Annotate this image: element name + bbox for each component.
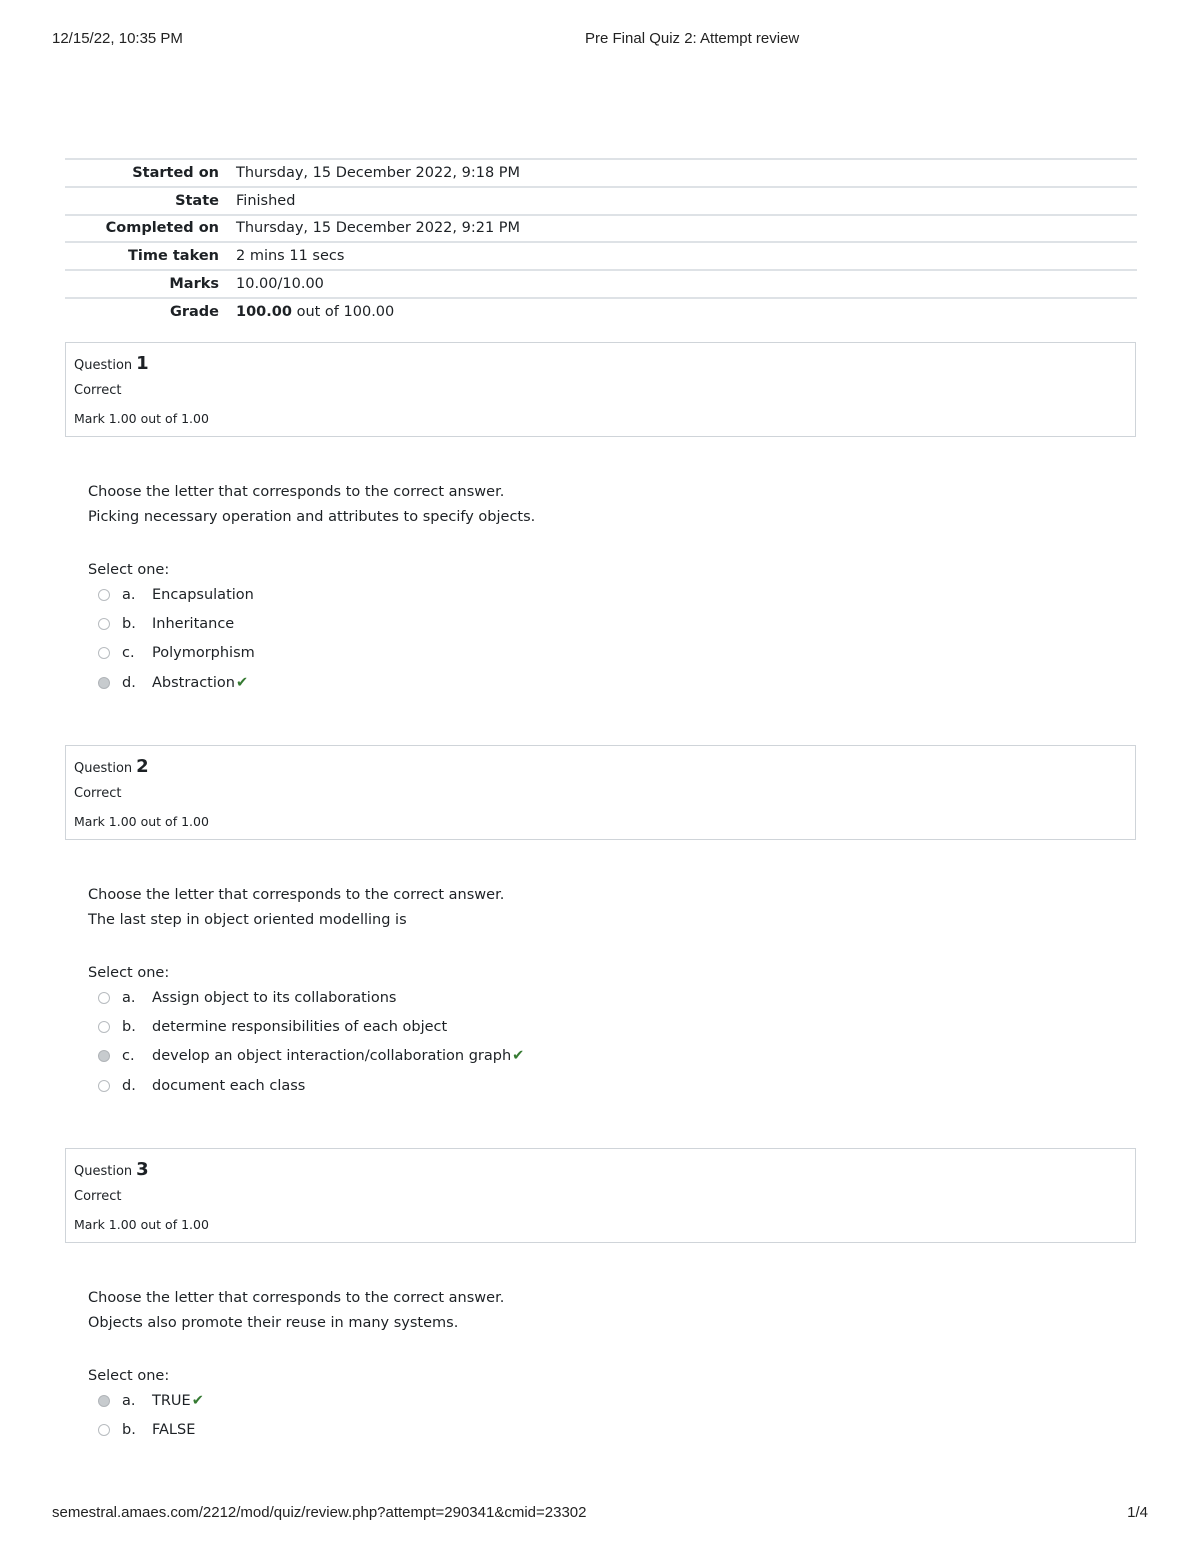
summary-value: Thursday, 15 December 2022, 9:18 PM <box>236 159 1137 187</box>
question-number-value: 2 <box>136 756 149 777</box>
summary-value: 10.00/10.00 <box>236 270 1137 298</box>
correct-check-icon: ✔ <box>512 1048 525 1065</box>
option-letter: a. <box>122 1392 136 1409</box>
option-letter: d. <box>122 1077 136 1094</box>
option-text: Polymorphism <box>152 645 255 662</box>
question-1-info <box>65 342 1136 437</box>
summary-value <box>236 298 1137 326</box>
option-letter: d. <box>122 674 136 691</box>
question-number <box>74 353 149 374</box>
grade-out-of: out of 100.00 <box>291 304 395 321</box>
radio-button-selected[interactable] <box>98 1050 110 1062</box>
option-letter: c. <box>122 645 135 662</box>
answer-option-d[interactable] <box>96 668 255 697</box>
question-prompt-text: Picking necessary operation and attributes to specify objects. <box>88 509 536 525</box>
question-prompt-text: Objects also promote their reuse in many systems. <box>88 1315 459 1331</box>
print-page-number: 1/4 <box>1127 1504 1148 1521</box>
answer-option-b[interactable] <box>96 1012 524 1041</box>
answer-option-a[interactable] <box>96 580 255 609</box>
summary-row <box>65 298 1137 326</box>
select-one-label: Select one: <box>88 965 170 981</box>
option-text: determine responsibilities of each object <box>152 1018 448 1035</box>
summary-row <box>65 159 1137 187</box>
question-2-answers <box>96 983 524 1100</box>
question-instruction: Choose the letter that corresponds to the correct answer. <box>88 484 505 500</box>
option-letter: b. <box>122 1421 136 1438</box>
option-text: TRUE <box>152 1392 191 1409</box>
radio-button-selected[interactable] <box>98 677 110 689</box>
answer-option-b[interactable] <box>96 609 255 638</box>
answer-option-c[interactable] <box>96 639 255 668</box>
summary-value: 2 mins 11 secs <box>236 242 1137 270</box>
select-one-label: Select one: <box>88 562 170 578</box>
option-letter: b. <box>122 615 136 632</box>
question-label: Question <box>74 1164 133 1179</box>
radio-button[interactable] <box>98 992 110 1004</box>
answer-option-a[interactable] <box>96 1386 204 1415</box>
summary-label: Completed on <box>65 215 236 243</box>
print-footer <box>52 1504 1148 1524</box>
question-number <box>74 756 149 777</box>
question-number-value: 3 <box>136 1159 149 1180</box>
correct-check-icon: ✔ <box>235 674 249 691</box>
option-text: Encapsulation <box>152 586 254 603</box>
radio-button-selected[interactable] <box>98 1395 110 1407</box>
answer-option-c[interactable] <box>96 1042 524 1071</box>
question-instruction: Choose the letter that corresponds to the correct answer. <box>88 1290 505 1306</box>
question-grade: Mark 1.00 out of 1.00 <box>74 411 209 426</box>
question-label: Question <box>74 358 133 373</box>
print-page-title: Pre Final Quiz 2: Attempt review <box>585 30 800 47</box>
attempt-summary-table <box>65 158 1137 326</box>
answer-option-b[interactable] <box>96 1415 204 1444</box>
summary-row <box>65 215 1137 243</box>
question-state: Correct <box>74 383 122 398</box>
summary-row <box>65 270 1137 298</box>
question-1-answers <box>96 580 255 697</box>
radio-button[interactable] <box>98 1424 110 1436</box>
radio-button[interactable] <box>98 618 110 630</box>
print-url: semestral.amaes.com/2212/mod/quiz/review.php?attempt=290341&cmid=23302 <box>52 1504 587 1521</box>
grade-score: 100.00 <box>236 304 292 321</box>
answer-option-a[interactable] <box>96 983 524 1012</box>
question-2-info <box>65 745 1136 840</box>
question-label: Question <box>74 761 133 776</box>
radio-button[interactable] <box>98 1021 110 1033</box>
radio-button[interactable] <box>98 1080 110 1092</box>
summary-label: Marks <box>65 270 236 298</box>
option-text: document each class <box>152 1077 306 1094</box>
question-2-text <box>88 883 988 986</box>
question-state: Correct <box>74 786 122 801</box>
option-letter: a. <box>122 989 136 1006</box>
radio-button[interactable] <box>98 647 110 659</box>
option-letter: a. <box>122 586 136 603</box>
summary-row <box>65 187 1137 215</box>
summary-label: Started on <box>65 159 236 187</box>
summary-label: Grade <box>65 298 236 326</box>
question-grade: Mark 1.00 out of 1.00 <box>74 814 209 829</box>
correct-check-icon: ✔ <box>191 1392 204 1409</box>
question-prompt-text: The last step in object oriented modelling is <box>88 912 407 928</box>
print-header <box>52 30 1148 50</box>
question-grade: Mark 1.00 out of 1.00 <box>74 1217 209 1232</box>
option-text: develop an object interaction/collaboration graph <box>152 1048 512 1065</box>
print-datetime: 12/15/22, 10:35 PM <box>52 30 183 47</box>
answer-option-d[interactable] <box>96 1071 524 1100</box>
question-3-text <box>88 1286 988 1389</box>
summary-row <box>65 242 1137 270</box>
question-instruction: Choose the letter that corresponds to the correct answer. <box>88 887 505 903</box>
question-number <box>74 1159 149 1180</box>
question-state: Correct <box>74 1189 122 1204</box>
question-3-info <box>65 1148 1136 1243</box>
option-text: Inheritance <box>152 615 235 632</box>
question-number-value: 1 <box>136 353 149 374</box>
select-one-label: Select one: <box>88 1368 170 1384</box>
option-text: FALSE <box>152 1421 196 1438</box>
option-letter: b. <box>122 1018 136 1035</box>
option-text: Assign object to its collaborations <box>152 989 397 1006</box>
radio-button[interactable] <box>98 589 110 601</box>
summary-label: State <box>65 187 236 215</box>
option-text: Abstraction <box>152 674 235 691</box>
question-3-answers <box>96 1386 204 1445</box>
summary-value: Finished <box>236 187 1137 215</box>
option-letter: c. <box>122 1048 135 1065</box>
summary-value: Thursday, 15 December 2022, 9:21 PM <box>236 215 1137 243</box>
question-1-text <box>88 480 988 583</box>
summary-label: Time taken <box>65 242 236 270</box>
